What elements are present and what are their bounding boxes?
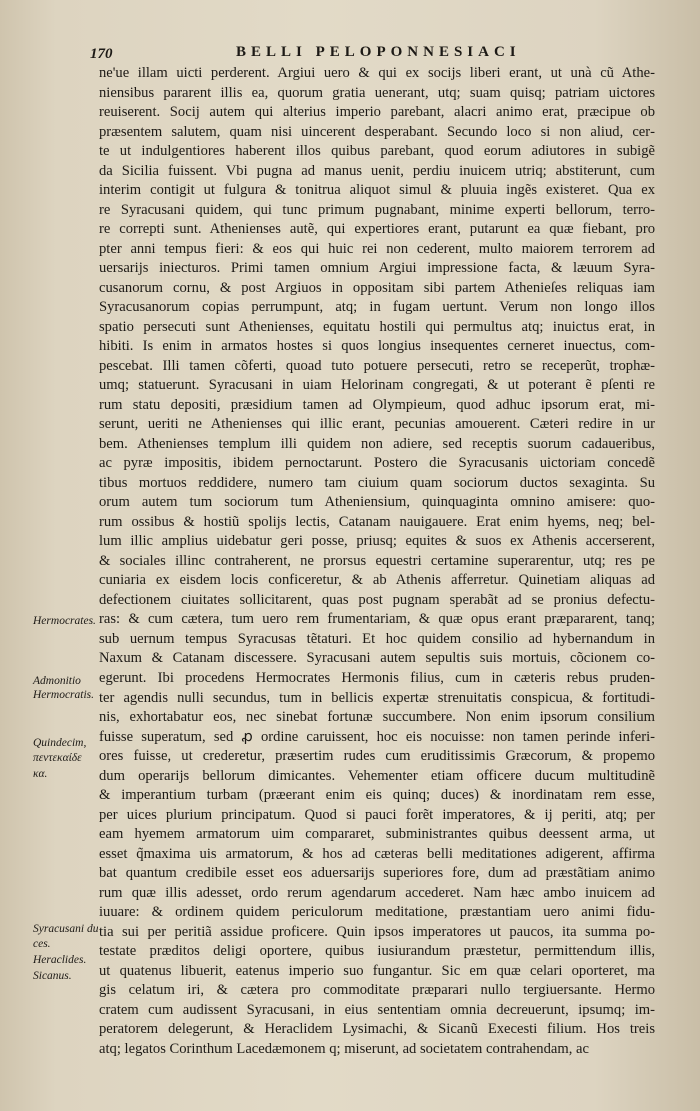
text-line: cusanorum cornu, & post Argiuos in oppositam sibi partem Athenieſes reliquas iam [99,279,655,296]
text-line: atq; legatos Corinthum Lacedæmonem q; miserunt, ad societatem contrahendam, ac [99,1040,589,1057]
margin-note-duces: ces. [33,938,51,950]
text-line: interim contigit ut fulgura & tonitrua aliquot simul & pluuia ingẽs existeret. Qua ex [99,182,655,199]
text-line: reuiserent. Socij autem qui alterius imperio parebant, alacri animo erat, præcipue ob [99,104,655,121]
text-line: ut quatenus libuerit, eatenus imperio suo fungantur. Sic em quæ celari oporteret, ma [99,962,655,979]
text-line: testate præditos deligi oportere, quibus iusiurandum præstetur, permittendum illis, [99,943,655,960]
text-line: dum operarijs bellorum dimicantes. Vehementer etiam officere ducum multitudinẽ [99,767,655,784]
text-line: sub uernum tempus Syracusas tẽtaturi. Et hoc quidem consilio ad hybernandum in [99,630,655,647]
text-line: re correpti sunt. Athenienses autẽ, qui expertiores erant, putarunt ea quæ fiebant, pro [99,221,655,238]
margin-note-syracusani: Syracusani du [33,923,99,935]
margin-note-sicanus: Sicanus. [33,970,72,982]
text-line: pescebat. Illi tamen cõferti, quoad tuto potuere persecuti, retro se receperũt, trophæ‑ [99,357,655,374]
text-line: Syracusanorum copias perrumpunt, atq; in fugam uertunt. Verum non longo illos [99,299,655,316]
text-line: tia sui per peritiã assidue proficere. Quin ipsos imperatores ut paucos, ita summa po‑ [99,923,655,940]
text-line: gis celatum iri, & cætera pro commoditate præparari nullo tergiuersante. Hermo [99,982,655,999]
body-text [99,64,655,1059]
text-line: ne'ue illam uicti perderent. Argiui uero & qui ex socijs liberi erant, ut unà cũ Athe‑ [99,65,655,81]
text-line: bat quantum credibile esset eos aduersarijs superiores fore, dum ad præstãtiam animo [99,865,655,882]
text-line: eam hyemem armatorum uim compararet, subministrantes quibus deessent arma, ut [99,826,655,843]
margin-note-hermocratis: Hermocratis. [33,689,95,701]
margin-note-greek: πεντεκαίδε [33,752,82,764]
text-line: tibus mortuos reddidere, numero tam ciuium quam sociorum ductos sexaginta. Su [99,474,655,491]
text-line: & sociales illinc contraherent, ne prorsus equestri certamine superarentur, utq; res pe [99,552,655,569]
margin-note-greek-end: κα. [33,768,48,780]
text-line: & imperantium turbam (præerant enim eis quinq; duces) & inordinatam rem esse, [99,787,655,804]
text-line: præsentem salutem, quam nisi uincerent desperabant. Secundo loco si non aliud, cer‑ [99,123,655,140]
text-line: Naxum & Catanam discessere. Syracusani autem sepultis suis mortuis, cõcionem co‑ [99,650,655,667]
text-line: ter agendis nulli secundus, tum in bellicis expertæ strenuitatis conspicua, & fortitudi‑ [99,689,655,706]
text-line: defectionem ciuitates sollicitarent, quas post pugnam sperabãt ad se pronius defectu‑ [99,591,655,608]
running-title: BELLI PELOPONNESIACI [236,44,521,60]
text-line: re Syracusani quidem, qui tunc primum pugnabant, minime experti bellorum, terro‑ [99,201,655,218]
text-line: spatio persecuti sunt Athenienses, equitatu hostili qui permultus atq; inuictus erat, in [99,318,655,335]
text-line: per uices plurium principatum. Quod si pauci forẽt imperatores, & ij periti, atq; per [99,806,655,823]
margin-note-hermocrates: Hermocrates. [33,615,96,627]
text-line: niensibus pararent illis ea, quorum gratia uenerant, utq; suam quisq; patriam uictores [99,84,655,101]
text-line: bem. Athenienses templum illi quidem non adiere, sed receptis suorum cadaueribus, [99,435,655,452]
text-line: cuniaria ex eisdem locis conficeretur, & ab Athenis afferretur. Quinetiam aliquas ad [99,572,655,589]
text-line: uersarijs iniecturos. Primi tamen omnium Argiui impressione facta, & læuum Syra‑ [99,260,655,277]
page-number: 170 [90,46,113,62]
text-line: umq; statuerunt. Syracusani in uiam Helorinam congregati, & ut poterant ẽ pſenti re [99,377,655,394]
text-line: rum quæ illis adesset, ordo rerum agendarum accederet. Nam hæc ambo inuicem ad [99,884,655,901]
text-line: ores fuisse, ut crederetur, præsertim rudes cum eruditissimis Græcorum, & propemo [99,748,655,765]
text-line: esset q̃maxima uis armatorum, & hos ad cæteras belli meditationes adigerent, affirma [99,845,655,862]
text-line: cratem cum audissent Syracusani, in eius sententiam omnia decreuerunt, ipsumq; im‑ [99,1001,655,1018]
text-line: ras: & cum cætera, tum uero rem frumentariam, & quæ opus erant præpararent, tanq; [99,611,655,628]
text-line: orum autem tum sociorum tum Atheniensium, quinquaginta omnino amisere: quo‑ [99,494,655,511]
text-line: ac pyræ impositis, ibidem pernoctarunt. Postero die Syracusanis uictoriam concedẽ [99,455,655,472]
text-line: rum ossibus & hostiũ spolijs lectis, Catanam nauigauere. Erat enim hyems, neq; bel‑ [99,513,655,530]
text-line: pter anni tempus fieri: & eos qui huic rei non cederent, multo maiorem terrorem ad [99,240,655,257]
text-line: serunt, ueriti ne Athenienses qui illic erant, pecunias amouerent. Cæteri redire in ur [99,416,655,433]
text-line: da Sicilia fuissent. Vbi pugna ad manus uenit, perdiu inuicem utriq; abstiterunt, cum [99,162,655,179]
margin-note-quindecim: Quindecim, [33,737,87,749]
text-line: iuuare: & ordinem quidem periculorum meditatione, præstantiam uero animi fidu‑ [99,904,655,921]
text-line: peratorem delegerunt, & Heraclidem Lysimachi, & Sicanũ Execesti filium. Hos treis [99,1021,655,1038]
text-line: hibiti. Is enim in armatos hostes si quos longius insequentes cerneret inuectus, com‑ [99,338,655,355]
text-line: rum statu depositi, præsidium tamen ad Olympieum, quod adhuc ipsorum erat, mi‑ [99,396,655,413]
margin-note-heraclides: Heraclides. [33,954,87,966]
text-line: fuisse superatum, sed ꝓ ordine caruissent, hoc eis nocuisse: non tamen perinde inferi‑ [99,728,655,745]
text-line: nis, exhortabatur eos, nec sinebat fortunæ succumbere. Non enim ipsorum consilium [99,709,655,726]
text-line: te ut indulgentiores haberent illos quibus parebant, quod eorum adiutores in subigẽ [99,143,655,160]
text-line: egerunt. Ibi procedens Hermocrates Hermonis filius, cum in cæteris rebus pruden‑ [99,669,655,686]
margin-note-admonitio: Admonitio [33,675,81,687]
text-line: lum illic amplius uidebatur geri posse, priusq; equites & suos ex Athenis accerserent, [99,533,655,550]
